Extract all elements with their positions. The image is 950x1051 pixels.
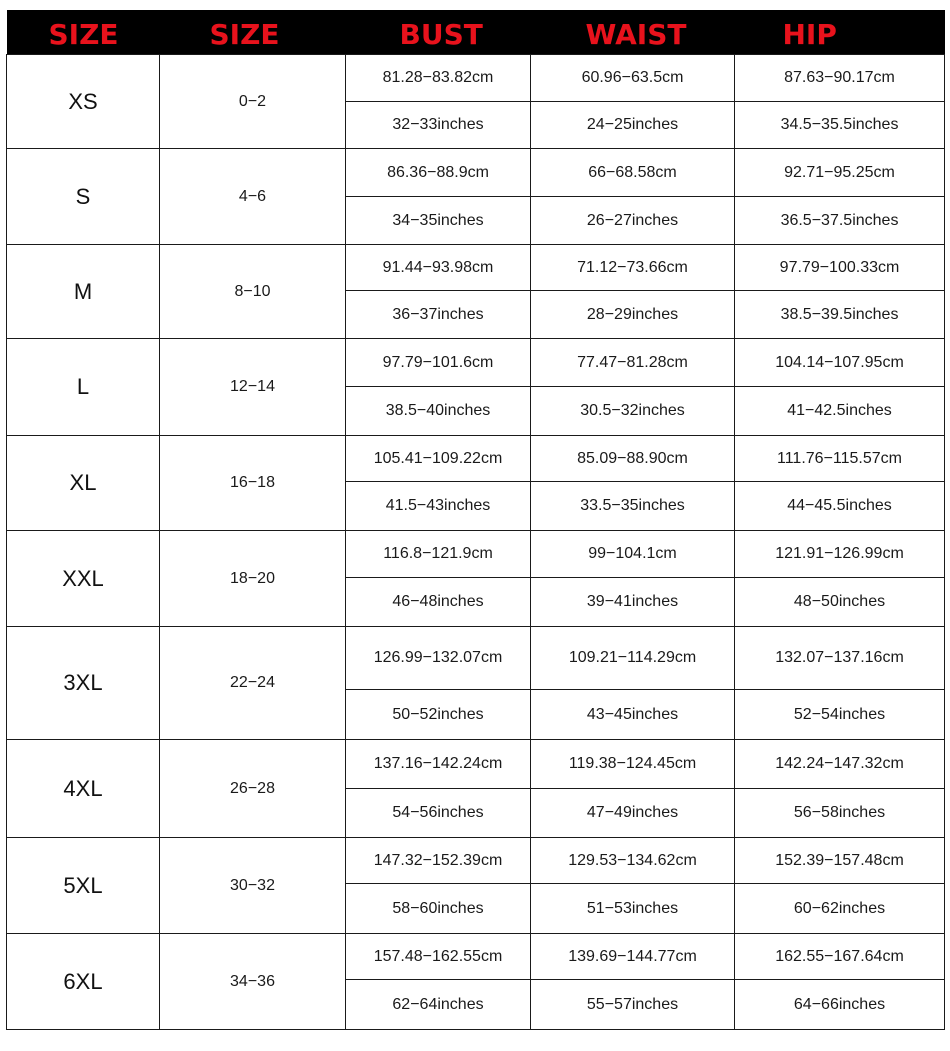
- waist-inches-cell: 43−45inches: [531, 690, 735, 740]
- waist-cm-cell: 119.38−124.45cm: [531, 740, 735, 789]
- hip-cm-cell: 87.63−90.17cm: [735, 55, 945, 102]
- table-body: [7, 55, 945, 1030]
- waist-inches-cell: 26−27inches: [531, 197, 735, 245]
- header-bust: BUST: [346, 10, 531, 55]
- hip-inches-cell: 44−45.5inches: [735, 482, 945, 531]
- table-row: [7, 740, 945, 789]
- waist-inches-cell: 24−25inches: [531, 102, 735, 149]
- size-letter-cell: 5XL: [7, 838, 160, 934]
- bust-inches-cell: 58−60inches: [346, 884, 531, 934]
- waist-inches-cell: 30.5−32inches: [531, 387, 735, 436]
- hip-cm-cell: 97.79−100.33cm: [735, 245, 945, 291]
- table-row: [7, 531, 945, 578]
- table-row: [7, 436, 945, 482]
- bust-inches-cell: 46−48inches: [346, 578, 531, 627]
- hip-inches-cell: 38.5−39.5inches: [735, 291, 945, 339]
- size-number-cell: 4−6: [160, 149, 346, 245]
- size-number-cell: 18−20: [160, 531, 346, 627]
- hip-cm-cell: 162.55−167.64cm: [735, 934, 945, 980]
- size-number-cell: 30−32: [160, 838, 346, 934]
- waist-inches-cell: 51−53inches: [531, 884, 735, 934]
- hip-inches-cell: 34.5−35.5inches: [735, 102, 945, 149]
- table-row: [7, 339, 945, 387]
- size-letter-cell: S: [7, 149, 160, 245]
- table-row: [7, 627, 945, 690]
- waist-cm-cell: 129.53−134.62cm: [531, 838, 735, 884]
- size-letter-cell: L: [7, 339, 160, 436]
- bust-inches-cell: 62−64inches: [346, 980, 531, 1030]
- bust-cm-cell: 91.44−93.98cm: [346, 245, 531, 291]
- size-number-cell: 34−36: [160, 934, 346, 1030]
- hip-cm-cell: 142.24−147.32cm: [735, 740, 945, 789]
- hip-inches-cell: 64−66inches: [735, 980, 945, 1030]
- hip-cm-cell: 104.14−107.95cm: [735, 339, 945, 387]
- size-number-cell: 12−14: [160, 339, 346, 436]
- waist-cm-cell: 66−68.58cm: [531, 149, 735, 197]
- size-letter-cell: 3XL: [7, 627, 160, 740]
- bust-inches-cell: 34−35inches: [346, 197, 531, 245]
- size-letter-cell: M: [7, 245, 160, 339]
- size-number-cell: 26−28: [160, 740, 346, 838]
- bust-inches-cell: 50−52inches: [346, 690, 531, 740]
- waist-inches-cell: 47−49inches: [531, 789, 735, 838]
- size-number-cell: 0−2: [160, 55, 346, 149]
- hip-inches-cell: 41−42.5inches: [735, 387, 945, 436]
- waist-cm-cell: 85.09−88.90cm: [531, 436, 735, 482]
- hip-cm-cell: 121.91−126.99cm: [735, 531, 945, 578]
- waist-cm-cell: 77.47−81.28cm: [531, 339, 735, 387]
- size-table: [6, 10, 945, 1030]
- table-row: [7, 55, 945, 102]
- table-row: [7, 838, 945, 884]
- size-letter-cell: XS: [7, 55, 160, 149]
- hip-cm-cell: 111.76−115.57cm: [735, 436, 945, 482]
- header-size-number: SIZE: [160, 10, 346, 55]
- table-row: [7, 149, 945, 197]
- header-row: [7, 10, 945, 55]
- bust-inches-cell: 32−33inches: [346, 102, 531, 149]
- header-size-letter: SIZE: [7, 10, 160, 55]
- waist-inches-cell: 28−29inches: [531, 291, 735, 339]
- waist-inches-cell: 39−41inches: [531, 578, 735, 627]
- bust-cm-cell: 116.8−121.9cm: [346, 531, 531, 578]
- size-letter-cell: XL: [7, 436, 160, 531]
- waist-cm-cell: 139.69−144.77cm: [531, 934, 735, 980]
- bust-cm-cell: 86.36−88.9cm: [346, 149, 531, 197]
- hip-inches-cell: 60−62inches: [735, 884, 945, 934]
- size-letter-cell: XXL: [7, 531, 160, 627]
- size-number-cell: 16−18: [160, 436, 346, 531]
- size-chart: [6, 10, 944, 1030]
- header-hip: HIP: [735, 10, 945, 55]
- hip-cm-cell: 132.07−137.16cm: [735, 627, 945, 690]
- size-number-cell: 22−24: [160, 627, 346, 740]
- header-waist: WAIST: [531, 10, 735, 55]
- hip-inches-cell: 36.5−37.5inches: [735, 197, 945, 245]
- bust-cm-cell: 126.99−132.07cm: [346, 627, 531, 690]
- waist-cm-cell: 71.12−73.66cm: [531, 245, 735, 291]
- hip-inches-cell: 48−50inches: [735, 578, 945, 627]
- hip-inches-cell: 52−54inches: [735, 690, 945, 740]
- table-header: [7, 10, 945, 55]
- bust-cm-cell: 105.41−109.22cm: [346, 436, 531, 482]
- bust-cm-cell: 137.16−142.24cm: [346, 740, 531, 789]
- size-letter-cell: 4XL: [7, 740, 160, 838]
- bust-cm-cell: 97.79−101.6cm: [346, 339, 531, 387]
- table-row: [7, 934, 945, 980]
- size-letter-cell: 6XL: [7, 934, 160, 1030]
- waist-cm-cell: 99−104.1cm: [531, 531, 735, 578]
- bust-inches-cell: 36−37inches: [346, 291, 531, 339]
- bust-inches-cell: 41.5−43inches: [346, 482, 531, 531]
- hip-cm-cell: 92.71−95.25cm: [735, 149, 945, 197]
- table-row: [7, 245, 945, 291]
- hip-inches-cell: 56−58inches: [735, 789, 945, 838]
- waist-inches-cell: 33.5−35inches: [531, 482, 735, 531]
- bust-cm-cell: 147.32−152.39cm: [346, 838, 531, 884]
- waist-cm-cell: 109.21−114.29cm: [531, 627, 735, 690]
- bust-inches-cell: 38.5−40inches: [346, 387, 531, 436]
- waist-inches-cell: 55−57inches: [531, 980, 735, 1030]
- size-number-cell: 8−10: [160, 245, 346, 339]
- bust-cm-cell: 157.48−162.55cm: [346, 934, 531, 980]
- hip-cm-cell: 152.39−157.48cm: [735, 838, 945, 884]
- bust-inches-cell: 54−56inches: [346, 789, 531, 838]
- waist-cm-cell: 60.96−63.5cm: [531, 55, 735, 102]
- bust-cm-cell: 81.28−83.82cm: [346, 55, 531, 102]
